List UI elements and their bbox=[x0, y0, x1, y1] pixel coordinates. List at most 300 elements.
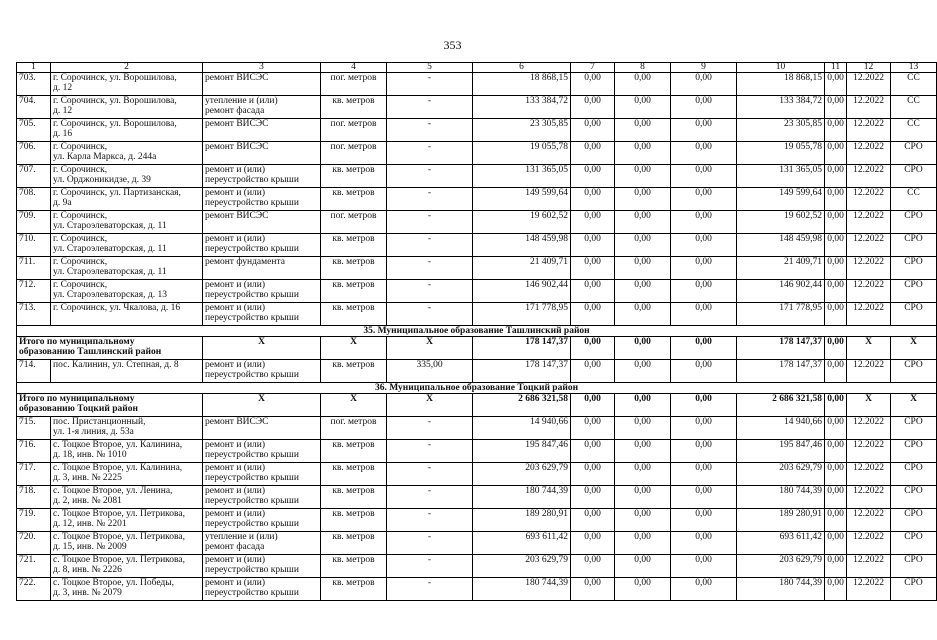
table-row bbox=[17, 303, 937, 326]
owners-funds-cell: 18 868,15 bbox=[737, 73, 825, 96]
volume-cell: - bbox=[387, 440, 473, 463]
row-number: 704. bbox=[17, 96, 51, 119]
volume-cell: - bbox=[387, 555, 473, 578]
cost-total-cell: 133 384,72 bbox=[473, 96, 571, 119]
other-funds-cell: 0,00 bbox=[825, 234, 847, 257]
account-type-cell: СРО bbox=[891, 234, 937, 257]
total-c4: X bbox=[321, 337, 387, 360]
local-budget-cell: 0,00 bbox=[671, 486, 737, 509]
cost-total-cell: 14 940,66 bbox=[473, 417, 571, 440]
account-type-cell: СРО bbox=[891, 417, 937, 440]
work-type-cell: ремонт и (или) переустройство крыши bbox=[203, 165, 321, 188]
work-type-cell: ремонт и (или) переустройство крыши bbox=[203, 360, 321, 383]
local-budget-cell: 0,00 bbox=[671, 234, 737, 257]
row-number: 709. bbox=[17, 211, 51, 234]
table-row bbox=[17, 73, 937, 96]
work-type-cell: ремонт и (или) переустройство крыши bbox=[203, 463, 321, 486]
budget-cell: 0,00 bbox=[615, 119, 671, 142]
owners-funds-cell: 203 629,79 bbox=[737, 463, 825, 486]
address-cell: с. Тоцкое Второе, ул. Калинина, д. 18, инв. № 1010 bbox=[51, 440, 203, 463]
address-cell: с. Тоцкое Второе, ул. Петрикова, д. 15, инв. № 2009 bbox=[51, 532, 203, 555]
deadline-cell: 12.2022 bbox=[847, 188, 891, 211]
table-row bbox=[17, 234, 937, 257]
owners-funds-cell: 21 409,71 bbox=[737, 257, 825, 280]
volume-cell: - bbox=[387, 417, 473, 440]
total-c10: 2 686 321,58 bbox=[737, 394, 825, 417]
address-cell: с. Тоцкое Второе, ул. Петрикова, д. 8, инв. № 2226 bbox=[51, 555, 203, 578]
budget-cell: 0,00 bbox=[615, 211, 671, 234]
section-heading: 36. Муниципальное образование Тоцкий район bbox=[17, 383, 937, 394]
deadline-cell: 12.2022 bbox=[847, 440, 891, 463]
work-type-cell: ремонт ВИСЭС bbox=[203, 417, 321, 440]
work-type-cell: ремонт и (или) переустройство крыши bbox=[203, 188, 321, 211]
account-type-cell: СС bbox=[891, 73, 937, 96]
account-type-cell: СРО bbox=[891, 486, 937, 509]
local-budget-cell: 0,00 bbox=[671, 360, 737, 383]
fund-cell: 0,00 bbox=[571, 211, 615, 234]
deadline-cell: 12.2022 bbox=[847, 417, 891, 440]
local-budget-cell: 0,00 bbox=[671, 532, 737, 555]
row-number: 721. bbox=[17, 555, 51, 578]
local-budget-cell: 0,00 bbox=[671, 142, 737, 165]
local-budget-cell: 0,00 bbox=[671, 188, 737, 211]
work-type-cell: ремонт и (или) переустройство крыши bbox=[203, 486, 321, 509]
row-number: 711. bbox=[17, 257, 51, 280]
other-funds-cell: 0,00 bbox=[825, 188, 847, 211]
column-number-4: 4 bbox=[321, 63, 387, 73]
budget-cell: 0,00 bbox=[615, 188, 671, 211]
account-type-cell: СРО bbox=[891, 532, 937, 555]
unit-cell: кв. метров bbox=[321, 486, 387, 509]
deadline-cell: 12.2022 bbox=[847, 165, 891, 188]
fund-cell: 0,00 bbox=[571, 555, 615, 578]
unit-cell: кв. метров bbox=[321, 509, 387, 532]
total-label: Итого по муниципальному образованию Тоцкий район bbox=[17, 394, 203, 417]
work-type-cell: ремонт и (или) переустройство крыши bbox=[203, 509, 321, 532]
other-funds-cell: 0,00 bbox=[825, 119, 847, 142]
row-number: 708. bbox=[17, 188, 51, 211]
cost-total-cell: 131 365,05 bbox=[473, 165, 571, 188]
unit-cell: кв. метров bbox=[321, 188, 387, 211]
budget-cell: 0,00 bbox=[615, 360, 671, 383]
total-c3: X bbox=[203, 394, 321, 417]
table-row bbox=[17, 440, 937, 463]
work-type-cell: ремонт и (или) переустройство крыши bbox=[203, 303, 321, 326]
owners-funds-cell: 178 147,37 bbox=[737, 360, 825, 383]
fund-cell: 0,00 bbox=[571, 73, 615, 96]
other-funds-cell: 0,00 bbox=[825, 142, 847, 165]
owners-funds-cell: 189 280,91 bbox=[737, 509, 825, 532]
owners-funds-cell: 149 599,64 bbox=[737, 188, 825, 211]
work-type-cell: ремонт ВИСЭС bbox=[203, 73, 321, 96]
unit-cell: кв. метров bbox=[321, 440, 387, 463]
fund-cell: 0,00 bbox=[571, 96, 615, 119]
address-cell: г. Сорочинск, ул. Карла Маркса, д. 244а bbox=[51, 142, 203, 165]
table-row bbox=[17, 96, 937, 119]
local-budget-cell: 0,00 bbox=[671, 96, 737, 119]
address-cell: г. Сорочинск, ул. Орджоникидзе, д. 39 bbox=[51, 165, 203, 188]
other-funds-cell: 0,00 bbox=[825, 532, 847, 555]
fund-cell: 0,00 bbox=[571, 142, 615, 165]
owners-funds-cell: 171 778,95 bbox=[737, 303, 825, 326]
other-funds-cell: 0,00 bbox=[825, 417, 847, 440]
fund-cell: 0,00 bbox=[571, 188, 615, 211]
budget-cell: 0,00 bbox=[615, 532, 671, 555]
total-label: Итого по муниципальному образованию Ташлинский район bbox=[17, 337, 203, 360]
fund-cell: 0,00 bbox=[571, 463, 615, 486]
total-c5: X bbox=[387, 394, 473, 417]
total-c8: 0,00 bbox=[615, 394, 671, 417]
address-cell: г. Сорочинск, ул. Староэлеваторская, д. 11 bbox=[51, 234, 203, 257]
total-cost: 178 147,37 bbox=[473, 337, 571, 360]
volume-cell: - bbox=[387, 96, 473, 119]
table-row bbox=[17, 463, 937, 486]
fund-cell: 0,00 bbox=[571, 303, 615, 326]
other-funds-cell: 0,00 bbox=[825, 96, 847, 119]
cost-total-cell: 180 744,39 bbox=[473, 578, 571, 601]
volume-cell: - bbox=[387, 165, 473, 188]
deadline-cell: 12.2022 bbox=[847, 303, 891, 326]
table-row bbox=[17, 165, 937, 188]
volume-cell: - bbox=[387, 463, 473, 486]
column-number-2: 2 bbox=[51, 63, 203, 73]
work-type-cell: утепление и (или) ремонт фасада bbox=[203, 532, 321, 555]
work-type-cell: ремонт и (или) переустройство крыши bbox=[203, 578, 321, 601]
other-funds-cell: 0,00 bbox=[825, 486, 847, 509]
account-type-cell: СРО bbox=[891, 578, 937, 601]
other-funds-cell: 0,00 bbox=[825, 360, 847, 383]
total-c10: 178 147,37 bbox=[737, 337, 825, 360]
other-funds-cell: 0,00 bbox=[825, 463, 847, 486]
column-number-13: 13 bbox=[891, 63, 937, 73]
unit-cell: кв. метров bbox=[321, 303, 387, 326]
local-budget-cell: 0,00 bbox=[671, 303, 737, 326]
column-number-10: 10 bbox=[737, 63, 825, 73]
page-number: 353 bbox=[443, 38, 462, 52]
account-type-cell: СС bbox=[891, 119, 937, 142]
address-cell: г. Сорочинск, ул. Староэлеваторская, д. 11 bbox=[51, 211, 203, 234]
fund-cell: 0,00 bbox=[571, 578, 615, 601]
row-number: 715. bbox=[17, 417, 51, 440]
budget-cell: 0,00 bbox=[615, 463, 671, 486]
fund-cell: 0,00 bbox=[571, 360, 615, 383]
volume-cell: - bbox=[387, 142, 473, 165]
account-type-cell: СРО bbox=[891, 463, 937, 486]
budget-cell: 0,00 bbox=[615, 417, 671, 440]
account-type-cell: СС bbox=[891, 188, 937, 211]
local-budget-cell: 0,00 bbox=[671, 463, 737, 486]
unit-cell: кв. метров bbox=[321, 532, 387, 555]
deadline-cell: 12.2022 bbox=[847, 73, 891, 96]
total-row bbox=[17, 394, 937, 417]
cost-total-cell: 148 459,98 bbox=[473, 234, 571, 257]
fund-cell: 0,00 bbox=[571, 280, 615, 303]
row-number: 705. bbox=[17, 119, 51, 142]
total-c11: 0,00 bbox=[825, 337, 847, 360]
work-type-cell: ремонт ВИСЭС bbox=[203, 211, 321, 234]
account-type-cell: СС bbox=[891, 96, 937, 119]
row-number: 718. bbox=[17, 486, 51, 509]
column-number-1: 1 bbox=[17, 63, 51, 73]
total-c4: X bbox=[321, 394, 387, 417]
work-type-cell: ремонт ВИСЭС bbox=[203, 119, 321, 142]
section-heading-row bbox=[17, 326, 937, 337]
owners-funds-cell: 146 902,44 bbox=[737, 280, 825, 303]
owners-funds-cell: 14 940,66 bbox=[737, 417, 825, 440]
column-number-5: 5 bbox=[387, 63, 473, 73]
section-heading: 35. Муниципальное образование Ташлинский район bbox=[17, 326, 937, 337]
budget-cell: 0,00 bbox=[615, 440, 671, 463]
cost-total-cell: 203 629,79 bbox=[473, 463, 571, 486]
work-type-cell: ремонт ВИСЭС bbox=[203, 142, 321, 165]
unit-cell: пог. метров bbox=[321, 73, 387, 96]
cost-total-cell: 195 847,46 bbox=[473, 440, 571, 463]
work-type-cell: утепление и (или) ремонт фасада bbox=[203, 96, 321, 119]
deadline-cell: 12.2022 bbox=[847, 509, 891, 532]
cost-total-cell: 189 280,91 bbox=[473, 509, 571, 532]
unit-cell: пог. метров bbox=[321, 119, 387, 142]
column-number-9: 9 bbox=[671, 63, 737, 73]
owners-funds-cell: 148 459,98 bbox=[737, 234, 825, 257]
row-number: 703. bbox=[17, 73, 51, 96]
total-cost: 2 686 321,58 bbox=[473, 394, 571, 417]
column-number-6: 6 bbox=[473, 63, 571, 73]
table-row bbox=[17, 142, 937, 165]
row-number: 722. bbox=[17, 578, 51, 601]
volume-cell: - bbox=[387, 188, 473, 211]
total-row bbox=[17, 337, 937, 360]
owners-funds-cell: 19 055,78 bbox=[737, 142, 825, 165]
budget-cell: 0,00 bbox=[615, 555, 671, 578]
fund-cell: 0,00 bbox=[571, 257, 615, 280]
total-c11: 0,00 bbox=[825, 394, 847, 417]
unit-cell: кв. метров bbox=[321, 234, 387, 257]
local-budget-cell: 0,00 bbox=[671, 165, 737, 188]
table-row bbox=[17, 257, 937, 280]
table-row bbox=[17, 360, 937, 383]
unit-cell: кв. метров bbox=[321, 578, 387, 601]
budget-cell: 0,00 bbox=[615, 142, 671, 165]
cost-total-cell: 178 147,37 bbox=[473, 360, 571, 383]
row-number: 707. bbox=[17, 165, 51, 188]
deadline-cell: 12.2022 bbox=[847, 555, 891, 578]
address-cell: г. Сорочинск, ул. Староэлеваторская, д. 13 bbox=[51, 280, 203, 303]
account-type-cell: СРО bbox=[891, 303, 937, 326]
address-cell: с. Тоцкое Второе, ул. Калинина, д. 3, инв. № 2225 bbox=[51, 463, 203, 486]
column-number-12: 12 bbox=[847, 63, 891, 73]
cost-total-cell: 21 409,71 bbox=[473, 257, 571, 280]
local-budget-cell: 0,00 bbox=[671, 211, 737, 234]
work-type-cell: ремонт и (или) переустройство крыши bbox=[203, 280, 321, 303]
fund-cell: 0,00 bbox=[571, 532, 615, 555]
volume-cell: - bbox=[387, 234, 473, 257]
deadline-cell: 12.2022 bbox=[847, 96, 891, 119]
other-funds-cell: 0,00 bbox=[825, 555, 847, 578]
owners-funds-cell: 693 611,42 bbox=[737, 532, 825, 555]
fund-cell: 0,00 bbox=[571, 119, 615, 142]
fund-cell: 0,00 bbox=[571, 486, 615, 509]
column-number-11: 11 bbox=[825, 63, 847, 73]
local-budget-cell: 0,00 bbox=[671, 280, 737, 303]
column-number-3: 3 bbox=[203, 63, 321, 73]
owners-funds-cell: 180 744,39 bbox=[737, 486, 825, 509]
cost-total-cell: 693 611,42 bbox=[473, 532, 571, 555]
account-type-cell: СРО bbox=[891, 257, 937, 280]
total-c9: 0,00 bbox=[671, 394, 737, 417]
table-row bbox=[17, 578, 937, 601]
deadline-cell: 12.2022 bbox=[847, 234, 891, 257]
budget-cell: 0,00 bbox=[615, 280, 671, 303]
unit-cell: кв. метров bbox=[321, 555, 387, 578]
local-budget-cell: 0,00 bbox=[671, 509, 737, 532]
volume-cell: 335,00 bbox=[387, 360, 473, 383]
fund-cell: 0,00 bbox=[571, 440, 615, 463]
deadline-cell: 12.2022 bbox=[847, 211, 891, 234]
table-row bbox=[17, 532, 937, 555]
table-row bbox=[17, 211, 937, 234]
fund-cell: 0,00 bbox=[571, 234, 615, 257]
unit-cell: кв. метров bbox=[321, 165, 387, 188]
account-type-cell: СРО bbox=[891, 555, 937, 578]
work-type-cell: ремонт и (или) переустройство крыши bbox=[203, 234, 321, 257]
owners-funds-cell: 19 602,52 bbox=[737, 211, 825, 234]
owners-funds-cell: 131 365,05 bbox=[737, 165, 825, 188]
budget-cell: 0,00 bbox=[615, 509, 671, 532]
column-number-7: 7 bbox=[571, 63, 615, 73]
address-cell: с. Тоцкое Второе, ул. Победы, д. 3, инв. № 2079 bbox=[51, 578, 203, 601]
owners-funds-cell: 180 744,39 bbox=[737, 578, 825, 601]
address-cell: с. Тоцкое Второе, ул. Петрикова, д. 12, инв. № 2201 bbox=[51, 509, 203, 532]
total-c7: 0,00 bbox=[571, 394, 615, 417]
local-budget-cell: 0,00 bbox=[671, 257, 737, 280]
total-c3: X bbox=[203, 337, 321, 360]
column-number-row bbox=[17, 63, 937, 73]
other-funds-cell: 0,00 bbox=[825, 165, 847, 188]
budget-cell: 0,00 bbox=[615, 257, 671, 280]
total-c7: 0,00 bbox=[571, 337, 615, 360]
deadline-cell: 12.2022 bbox=[847, 532, 891, 555]
cost-total-cell: 18 868,15 bbox=[473, 73, 571, 96]
budget-cell: 0,00 bbox=[615, 303, 671, 326]
total-c9: 0,00 bbox=[671, 337, 737, 360]
table-row bbox=[17, 486, 937, 509]
owners-funds-cell: 203 629,79 bbox=[737, 555, 825, 578]
budget-cell: 0,00 bbox=[615, 96, 671, 119]
row-number: 716. bbox=[17, 440, 51, 463]
total-c12: X bbox=[847, 394, 891, 417]
deadline-cell: 12.2022 bbox=[847, 360, 891, 383]
table-row bbox=[17, 280, 937, 303]
work-type-cell: ремонт и (или) переустройство крыши bbox=[203, 555, 321, 578]
table-row bbox=[17, 188, 937, 211]
cost-total-cell: 149 599,64 bbox=[473, 188, 571, 211]
account-type-cell: СРО bbox=[891, 509, 937, 532]
cost-total-cell: 180 744,39 bbox=[473, 486, 571, 509]
volume-cell: - bbox=[387, 532, 473, 555]
table-row bbox=[17, 417, 937, 440]
local-budget-cell: 0,00 bbox=[671, 73, 737, 96]
other-funds-cell: 0,00 bbox=[825, 211, 847, 234]
other-funds-cell: 0,00 bbox=[825, 440, 847, 463]
budget-cell: 0,00 bbox=[615, 234, 671, 257]
budget-cell: 0,00 bbox=[615, 73, 671, 96]
other-funds-cell: 0,00 bbox=[825, 257, 847, 280]
cost-total-cell: 203 629,79 bbox=[473, 555, 571, 578]
row-number: 712. bbox=[17, 280, 51, 303]
section-heading-row bbox=[17, 383, 937, 394]
address-cell: г. Сорочинск, ул. Ворошилова, д. 12 bbox=[51, 96, 203, 119]
account-type-cell: СРО bbox=[891, 280, 937, 303]
local-budget-cell: 0,00 bbox=[671, 119, 737, 142]
cost-total-cell: 146 902,44 bbox=[473, 280, 571, 303]
unit-cell: кв. метров bbox=[321, 463, 387, 486]
deadline-cell: 12.2022 bbox=[847, 578, 891, 601]
column-number-8: 8 bbox=[615, 63, 671, 73]
row-number: 717. bbox=[17, 463, 51, 486]
row-number: 710. bbox=[17, 234, 51, 257]
local-budget-cell: 0,00 bbox=[671, 440, 737, 463]
account-type-cell: СРО bbox=[891, 360, 937, 383]
total-c12: X bbox=[847, 337, 891, 360]
account-type-cell: СРО bbox=[891, 211, 937, 234]
deadline-cell: 12.2022 bbox=[847, 486, 891, 509]
volume-cell: - bbox=[387, 73, 473, 96]
total-c13: X bbox=[891, 337, 937, 360]
cost-total-cell: 19 055,78 bbox=[473, 142, 571, 165]
address-cell: г. Сорочинск, ул. Ворошилова, д. 16 bbox=[51, 119, 203, 142]
volume-cell: - bbox=[387, 486, 473, 509]
row-number: 706. bbox=[17, 142, 51, 165]
owners-funds-cell: 195 847,46 bbox=[737, 440, 825, 463]
unit-cell: кв. метров bbox=[321, 280, 387, 303]
volume-cell: - bbox=[387, 211, 473, 234]
work-type-cell: ремонт фундамента bbox=[203, 257, 321, 280]
row-number: 719. bbox=[17, 509, 51, 532]
owners-funds-cell: 23 305,85 bbox=[737, 119, 825, 142]
account-type-cell: СРО bbox=[891, 440, 937, 463]
other-funds-cell: 0,00 bbox=[825, 73, 847, 96]
other-funds-cell: 0,00 bbox=[825, 509, 847, 532]
volume-cell: - bbox=[387, 303, 473, 326]
total-c8: 0,00 bbox=[615, 337, 671, 360]
deadline-cell: 12.2022 bbox=[847, 463, 891, 486]
account-type-cell: СРО bbox=[891, 142, 937, 165]
address-cell: пос. Калинин, ул. Степная, д. 8 bbox=[51, 360, 203, 383]
capital-repair-table bbox=[16, 62, 937, 601]
other-funds-cell: 0,00 bbox=[825, 303, 847, 326]
address-cell: пос. Пристанционный, ул. 1-я линия, д. 53а bbox=[51, 417, 203, 440]
row-number: 713. bbox=[17, 303, 51, 326]
row-number: 720. bbox=[17, 532, 51, 555]
account-type-cell: СРО bbox=[891, 165, 937, 188]
fund-cell: 0,00 bbox=[571, 165, 615, 188]
local-budget-cell: 0,00 bbox=[671, 417, 737, 440]
address-cell: г. Сорочинск, ул. Партизанская, д. 9а bbox=[51, 188, 203, 211]
address-cell: с. Тоцкое Второе, ул. Ленина, д. 2, инв. № 2081 bbox=[51, 486, 203, 509]
address-cell: г. Сорочинск, ул. Ворошилова, д. 12 bbox=[51, 73, 203, 96]
other-funds-cell: 0,00 bbox=[825, 280, 847, 303]
fund-cell: 0,00 bbox=[571, 509, 615, 532]
budget-cell: 0,00 bbox=[615, 578, 671, 601]
cost-total-cell: 171 778,95 bbox=[473, 303, 571, 326]
cost-total-cell: 19 602,52 bbox=[473, 211, 571, 234]
address-cell: г. Сорочинск, ул. Староэлеваторская, д. 11 bbox=[51, 257, 203, 280]
unit-cell: пог. метров bbox=[321, 211, 387, 234]
budget-cell: 0,00 bbox=[615, 165, 671, 188]
owners-funds-cell: 133 384,72 bbox=[737, 96, 825, 119]
unit-cell: кв. метров bbox=[321, 96, 387, 119]
budget-cell: 0,00 bbox=[615, 486, 671, 509]
